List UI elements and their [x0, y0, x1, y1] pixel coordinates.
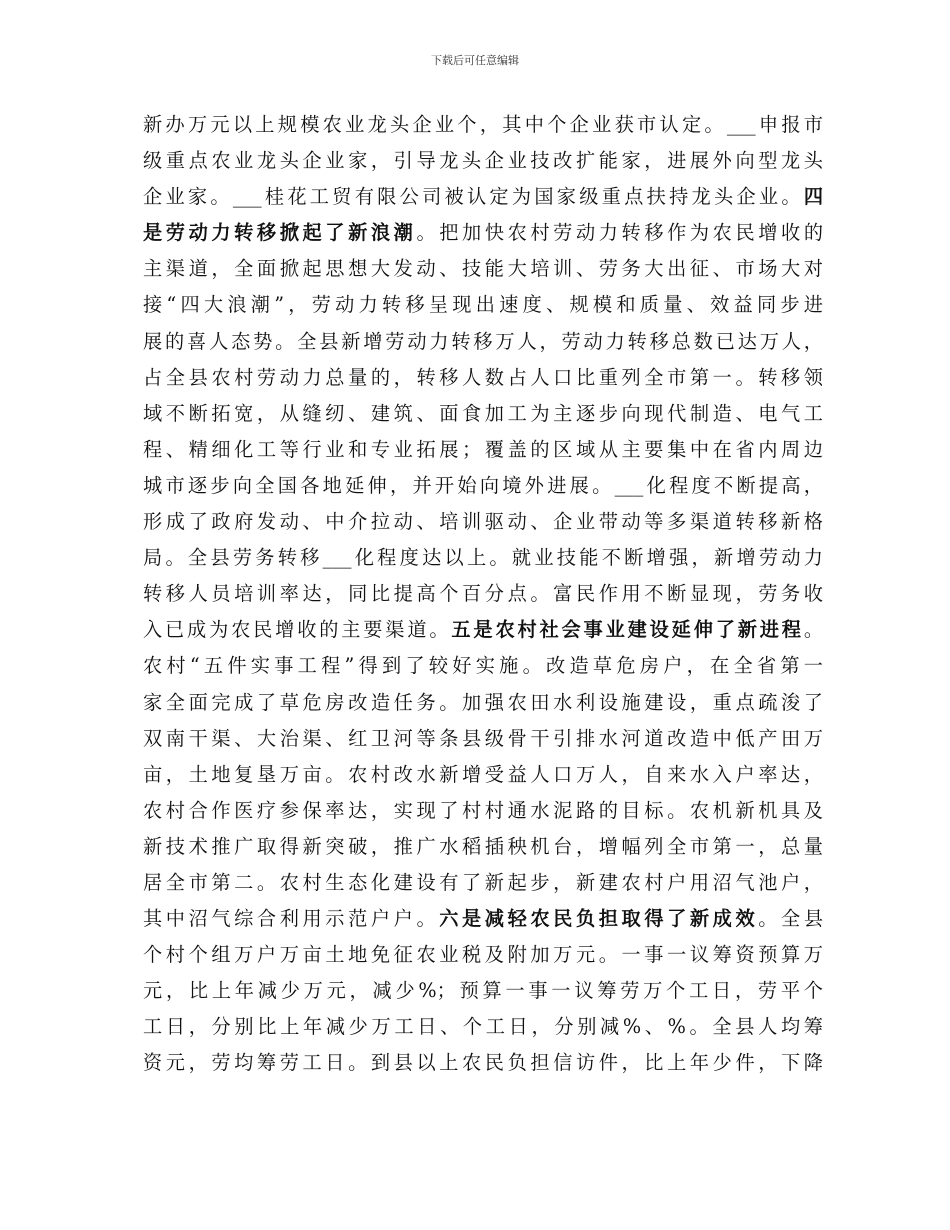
- text-line: [143, 937, 823, 973]
- body-text-segment: 。: [803, 618, 824, 642]
- text-line: [143, 576, 823, 612]
- body-text-segment: 。全县: [758, 907, 824, 931]
- body-text-segment: 农村合作医疗参保率达，实现了村村通水泥路的目标。农机新机具及: [143, 798, 823, 822]
- body-text-segment: 新办万元以上规模农业龙头企业个，其中个企业获市认定。___申报市: [143, 113, 823, 136]
- page-header: 下载后可任意编辑: [431, 54, 519, 67]
- body-text-segment: 元，比上年减少万元，减少%；预算一事一议筹劳万个工日，劳平个: [143, 979, 823, 1003]
- text-line: [143, 685, 823, 721]
- body-text-segment: 家全面完成了草危房改造任务。加强农田水利设施建设，重点疏浚了: [143, 690, 823, 714]
- text-line: [143, 396, 823, 432]
- bold-heading-text: 四: [803, 185, 823, 209]
- body-text-segment: 居全市第二。农村生态化建设有了新起步，新建农村户用沼气池户，: [143, 870, 823, 894]
- text-line: [143, 612, 823, 648]
- body-text-segment: 展的喜人态势。全县新增劳动力转移万人，劳动力转移总数已达万人，: [143, 329, 823, 353]
- body-text-segment: 主渠道，全面掀起思想大发动、技能大培训、劳务大出征、市场大对: [143, 257, 823, 281]
- body-text-segment: 转移人员培训率达，同比提高个百分点。富民作用不断显现，劳务收: [143, 582, 823, 606]
- text-line: [143, 540, 823, 576]
- body-text-segment: 局。全县劳务转移___化程度达以上。就业技能不断增强，新增劳动力: [143, 546, 823, 570]
- body-text-segment: 双南干渠、大治渠、红卫河等条县级骨干引排水河道改造中低产田万: [143, 726, 823, 750]
- text-line: [143, 468, 823, 504]
- body-text-segment: 资元，劳均筹劳工日。到县以上农民负担信访件，比上年少件，下降: [143, 1051, 823, 1075]
- body-text-segment: 城市逐步向全国各地延伸，并开始向境外进展。___化程度不断提高，: [143, 473, 823, 497]
- text-line: [143, 143, 823, 179]
- text-line: [143, 107, 823, 143]
- body-text-segment: 域不断拓宽，从缝纫、建筑、面食加工为主逐步向现代制造、电气工: [143, 401, 823, 425]
- text-line: [143, 865, 823, 901]
- text-line: [143, 648, 823, 684]
- bold-heading-text: 五是农村社会事业建设延伸了新进程: [451, 618, 804, 642]
- body-text-segment: 程、精细化工等行业和专业拓展；覆盖的区域从主要集中在省内周边: [143, 437, 823, 461]
- text-line: [143, 179, 823, 215]
- body-text-segment: 企业家。___桂花工贸有限公司被认定为国家级重点扶持龙头企业。: [143, 185, 804, 209]
- body-text-segment: 工日，分别比上年减少万工日、个工日，分别减%、%。全县人均筹: [143, 1015, 823, 1039]
- text-line: [143, 901, 823, 937]
- body-text-segment: 个村个组万户万亩土地免征农业税及附加万元。一事一议筹资预算万: [143, 943, 823, 967]
- body-text-segment: 。把加快农村劳动力转移作为农民增收的: [416, 221, 824, 245]
- text-line: [143, 1009, 823, 1045]
- text-line: [143, 973, 823, 1009]
- document-body: [143, 107, 823, 1082]
- body-text-segment: 农村“五件实事工程”得到了较好实施。改造草危房户，在全省第一: [143, 654, 823, 678]
- text-line: [143, 721, 823, 757]
- body-text-segment: 级重点农业龙头企业家，引导龙头企业技改扩能家，进展外向型龙头: [143, 149, 823, 173]
- text-line: [143, 432, 823, 468]
- text-line: [143, 757, 823, 793]
- body-text-segment: 亩，土地复垦万亩。农村改水新增受益人口万人，自来水入户率达，: [143, 762, 823, 786]
- body-text-segment: 其中沼气综合利用示范户户。: [143, 907, 440, 931]
- text-line: [143, 1045, 823, 1081]
- body-text-segment: 接“四大浪潮”，劳动力转移呈现出速度、规模和质量、效益同步进: [143, 293, 823, 317]
- body-text-segment: 占全县农村劳动力总量的，转移人数占人口比重列全市第一。转移领: [143, 365, 823, 389]
- text-line: [143, 287, 823, 323]
- body-text-segment: 形成了政府发动、中介拉动、培训驱动、企业带动等多渠道转移新格: [143, 510, 823, 534]
- text-line: [143, 215, 823, 251]
- text-line: [143, 251, 823, 287]
- bold-heading-text: 是劳动力转移掀起了新浪潮: [143, 221, 417, 245]
- text-line: [143, 829, 823, 865]
- bold-heading-text: 六是减轻农民负担取得了新成效: [439, 907, 759, 931]
- text-line: [143, 793, 823, 829]
- text-line: [143, 360, 823, 396]
- body-text-segment: 入已成为农民增收的主要渠道。: [143, 618, 452, 642]
- text-line: [143, 504, 823, 540]
- text-line: [143, 324, 823, 360]
- body-text-segment: 新技术推广取得新突破，推广水稻插秧机台，增幅列全市第一，总量: [143, 834, 823, 858]
